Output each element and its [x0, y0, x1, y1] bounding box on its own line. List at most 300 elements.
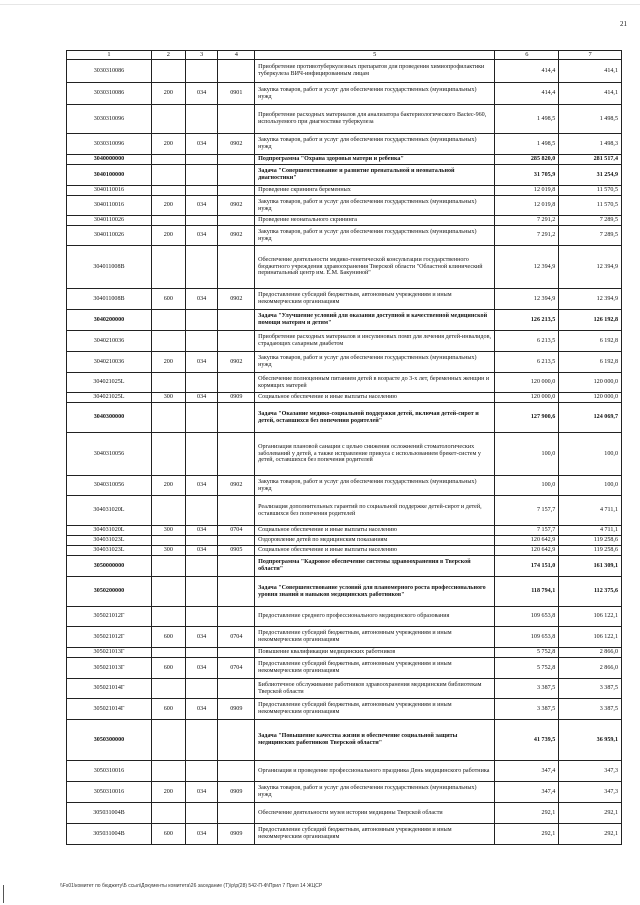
table-header-row [67, 51, 622, 60]
description-cell: Организация плановой санации с целью снижения осложнений стоматологических заболеваний у детей, а также исправление прикуса с использованием брекет-систем у детей, оставшихся без попечения родителей [255, 433, 495, 476]
vr-cell: 200 [151, 134, 185, 155]
description-cell: Приобретение противотуберкулезных препаратов для проведения химиопрофилактики туберкулеза ВИЧ-инфицированным лицам [255, 60, 495, 83]
section-cell [218, 165, 255, 186]
section-cell [218, 803, 255, 824]
section-cell: 0905 [218, 546, 255, 556]
section-cell: 0902 [218, 352, 255, 373]
plan-value-cell: 120 642,9 [495, 546, 559, 556]
header-col-6: 6 [495, 51, 559, 60]
table-row [67, 246, 622, 289]
ministry-cell: 034 [185, 196, 218, 216]
plan-value-cell: 414,4 [495, 60, 559, 83]
vr-cell [151, 373, 185, 393]
description-cell: Закупка товаров, работ и услуг для обеспечения государственных (муниципальных) нужд [255, 83, 495, 105]
actual-value-cell: 11 570,5 [559, 196, 622, 216]
ministry-cell [185, 433, 218, 476]
description-cell: Социальное обеспечение и иные выплаты населению [255, 526, 495, 536]
ministry-cell: 034 [185, 476, 218, 496]
plan-value-cell: 7 291,2 [495, 216, 559, 226]
description-cell: Обеспечение деятельности музея истории медицины Тверской области [255, 803, 495, 824]
vr-cell: 200 [151, 476, 185, 496]
table-row [67, 476, 622, 496]
actual-value-cell: 7 289,5 [559, 226, 622, 246]
ministry-cell: 034 [185, 352, 218, 373]
ministry-cell [185, 403, 218, 433]
table-row [67, 607, 622, 627]
code-cell: 3040000000 [67, 155, 152, 165]
section-cell: 0909 [218, 699, 255, 720]
plan-value-cell: 41 739,5 [495, 720, 559, 761]
ministry-cell [185, 246, 218, 289]
vr-cell: 200 [151, 352, 185, 373]
description-cell: Обеспечение деятельности медико-генетической консультации государственного бюджетного учреждения здравоохранения Тверской области "Областной клинический перинатальный центр им. Е.М. Бакуниной" [255, 246, 495, 289]
plan-value-cell: 12 019,8 [495, 186, 559, 196]
description-cell: Социальное обеспечение и иные выплаты населению [255, 393, 495, 403]
plan-value-cell: 292,1 [495, 803, 559, 824]
table-header [67, 51, 622, 60]
actual-value-cell: 347,3 [559, 782, 622, 803]
plan-value-cell: 347,4 [495, 761, 559, 782]
code-cell: 3040110016 [67, 196, 152, 216]
table-row [67, 496, 622, 526]
ministry-cell [185, 186, 218, 196]
section-cell [218, 216, 255, 226]
plan-value-cell: 109 653,8 [495, 627, 559, 648]
table-row [67, 433, 622, 476]
actual-value-cell: 1 498,3 [559, 134, 622, 155]
ministry-cell [185, 60, 218, 83]
code-cell: 304021025L [67, 373, 152, 393]
ministry-cell: 034 [185, 393, 218, 403]
table-row [67, 196, 622, 216]
vr-cell: 600 [151, 658, 185, 679]
ministry-cell [185, 536, 218, 546]
plan-value-cell: 120 000,0 [495, 393, 559, 403]
ministry-cell: 034 [185, 546, 218, 556]
section-cell [218, 556, 255, 577]
table-row [67, 720, 622, 761]
code-cell: 3040110016 [67, 186, 152, 196]
description-cell: Библиотечное обслуживание работников здравоохранения медицинским библиотекам Тверской области [255, 679, 495, 699]
section-cell [218, 105, 255, 134]
description-cell: Закупка товаров, работ и услуг для обеспечения государственных (муниципальных) нужд [255, 352, 495, 373]
code-cell: 305031004В [67, 803, 152, 824]
table-row [67, 679, 622, 699]
vr-cell: 200 [151, 196, 185, 216]
ministry-cell: 034 [185, 83, 218, 105]
description-cell: Закупка товаров, работ и услуг для обеспечения государственных (муниципальных) нужд [255, 196, 495, 216]
plan-value-cell: 126 213,5 [495, 310, 559, 331]
plan-value-cell: 5 752,8 [495, 658, 559, 679]
plan-value-cell: 120 000,0 [495, 373, 559, 393]
vr-cell [151, 496, 185, 526]
actual-value-cell: 3 387,5 [559, 679, 622, 699]
code-cell: 305031004В [67, 824, 152, 845]
actual-value-cell: 119 258,6 [559, 546, 622, 556]
code-cell: 3030310086 [67, 60, 152, 83]
ministry-cell [185, 373, 218, 393]
section-cell [218, 496, 255, 526]
table-row [67, 782, 622, 803]
plan-value-cell: 118 794,1 [495, 577, 559, 607]
vr-cell [151, 186, 185, 196]
description-cell: Задача "Оказание медико-социальной поддержки детей, включая детей-сирот и детей, оставшихся без попечения родителей" [255, 403, 495, 433]
table-row [67, 556, 622, 577]
vr-cell: 300 [151, 393, 185, 403]
plan-value-cell: 3 387,5 [495, 699, 559, 720]
table-row [67, 699, 622, 720]
table-row [67, 373, 622, 393]
code-cell: 304031020L [67, 526, 152, 536]
vr-cell: 300 [151, 526, 185, 536]
description-cell: Закупка товаров, работ и услуг для обеспечения государственных (муниципальных) нужд [255, 782, 495, 803]
code-cell: 3030310086 [67, 83, 152, 105]
description-cell: Закупка товаров, работ и услуг для обеспечения государственных (муниципальных) нужд [255, 476, 495, 496]
vr-cell [151, 679, 185, 699]
table-row [67, 60, 622, 83]
code-cell: 3040210036 [67, 331, 152, 352]
vr-cell: 200 [151, 226, 185, 246]
section-cell: 0704 [218, 658, 255, 679]
code-cell: 3040110026 [67, 216, 152, 226]
header-col-7: 7 [559, 51, 622, 60]
vr-cell: 300 [151, 546, 185, 556]
ministry-cell [185, 155, 218, 165]
header-col-2: 2 [151, 51, 185, 60]
ministry-cell [185, 216, 218, 226]
table-row [67, 658, 622, 679]
vr-cell: 600 [151, 824, 185, 845]
plan-value-cell: 120 642,9 [495, 536, 559, 546]
actual-value-cell: 281 517,4 [559, 155, 622, 165]
actual-value-cell: 106 122,1 [559, 607, 622, 627]
actual-value-cell: 120 000,0 [559, 393, 622, 403]
budget-table [66, 50, 622, 845]
code-cell: 3050000000 [67, 556, 152, 577]
table-row [67, 165, 622, 186]
actual-value-cell: 31 254,9 [559, 165, 622, 186]
section-cell: 0902 [218, 476, 255, 496]
plan-value-cell: 7 291,2 [495, 226, 559, 246]
code-cell: 3030310096 [67, 105, 152, 134]
section-cell [218, 403, 255, 433]
section-cell [218, 155, 255, 165]
table-row [67, 105, 622, 134]
table-row [67, 526, 622, 536]
vr-cell [151, 331, 185, 352]
description-cell: Проведение скрининга беременных [255, 186, 495, 196]
table-row [67, 546, 622, 556]
description-cell: Задача "Совершенствование и развитие пренатальной и неонатальной диагностики" [255, 165, 495, 186]
description-cell: Предоставление субсидий бюджетным, автономным учреждениям и иным некоммерческим организациям [255, 824, 495, 845]
plan-value-cell: 100,0 [495, 433, 559, 476]
table-body [67, 60, 622, 845]
actual-value-cell: 292,1 [559, 803, 622, 824]
ministry-cell: 034 [185, 782, 218, 803]
plan-value-cell: 6 213,5 [495, 352, 559, 373]
actual-value-cell: 120 000,0 [559, 373, 622, 393]
description-cell: Организация и проведение профессионального праздника День медицинского работника [255, 761, 495, 782]
section-cell [218, 310, 255, 331]
description-cell: Проведение неонатального скрининга [255, 216, 495, 226]
table-row [67, 331, 622, 352]
description-cell: Задача "Повышение качества жизни и обеспечение социальной защиты медицинских работников Тверской области" [255, 720, 495, 761]
code-cell: 305021014Г [67, 679, 152, 699]
description-cell: Подпрограмма "Охрана здоровья матери и ребенка" [255, 155, 495, 165]
description-cell: Предоставление среднего профессионального медицинского образования [255, 607, 495, 627]
ministry-cell [185, 679, 218, 699]
ministry-cell [185, 331, 218, 352]
code-cell: 3040310056 [67, 476, 152, 496]
ministry-cell: 034 [185, 658, 218, 679]
ministry-cell [185, 556, 218, 577]
section-cell: 0704 [218, 627, 255, 648]
vr-cell: 600 [151, 699, 185, 720]
table-row [67, 536, 622, 546]
section-cell: 0704 [218, 526, 255, 536]
plan-value-cell: 1 498,5 [495, 105, 559, 134]
actual-value-cell: 2 866,0 [559, 648, 622, 658]
vr-cell [151, 556, 185, 577]
section-cell: 0902 [218, 289, 255, 310]
table-row [67, 134, 622, 155]
ministry-cell [185, 310, 218, 331]
code-cell: 304031020L [67, 496, 152, 526]
code-cell: 3040100000 [67, 165, 152, 186]
ministry-cell [185, 803, 218, 824]
actual-value-cell: 161 309,1 [559, 556, 622, 577]
actual-value-cell: 12 394,9 [559, 246, 622, 289]
plan-value-cell: 127 900,6 [495, 403, 559, 433]
actual-value-cell: 4 711,1 [559, 526, 622, 536]
vr-cell [151, 577, 185, 607]
actual-value-cell: 36 959,1 [559, 720, 622, 761]
vr-cell [151, 60, 185, 83]
ministry-cell: 034 [185, 699, 218, 720]
table-row [67, 393, 622, 403]
vr-cell [151, 216, 185, 226]
actual-value-cell: 6 192,8 [559, 352, 622, 373]
table-row [67, 186, 622, 196]
section-cell [218, 373, 255, 393]
vr-cell [151, 155, 185, 165]
section-cell [218, 60, 255, 83]
section-cell: 0909 [218, 393, 255, 403]
ministry-cell [185, 761, 218, 782]
section-cell: 0902 [218, 196, 255, 216]
ministry-cell: 034 [185, 134, 218, 155]
plan-value-cell: 12 019,8 [495, 196, 559, 216]
code-cell: 305021012Г [67, 607, 152, 627]
code-cell: 305021014Г [67, 699, 152, 720]
vr-cell [151, 105, 185, 134]
description-cell: Приобретение расходных материалов для анализатора бактериологического Bactec-960, используемого при диагностике туберкулеза [255, 105, 495, 134]
actual-value-cell: 1 498,5 [559, 105, 622, 134]
table-row [67, 155, 622, 165]
vr-cell [151, 720, 185, 761]
table-row [67, 824, 622, 845]
scan-artifact-line [0, 4, 640, 5]
actual-value-cell: 112 375,6 [559, 577, 622, 607]
ministry-cell [185, 720, 218, 761]
plan-value-cell: 1 498,5 [495, 134, 559, 155]
vr-cell [151, 803, 185, 824]
description-cell: Реализация дополнительных гарантий по социальной поддержке детей-сирот и детей, оставшихся без попечения родителей [255, 496, 495, 526]
table-row [67, 627, 622, 648]
code-cell: 3050300000 [67, 720, 152, 761]
code-cell: 3050310016 [67, 761, 152, 782]
plan-value-cell: 414,4 [495, 83, 559, 105]
vr-cell [151, 648, 185, 658]
ministry-cell [185, 648, 218, 658]
description-cell: Предоставление субсидий бюджетным, автономным учреждениям и иным некоммерческим организациям [255, 699, 495, 720]
description-cell: Оздоровление детей по медицинским показаниям [255, 536, 495, 546]
ministry-cell [185, 607, 218, 627]
code-cell: 304011008В [67, 246, 152, 289]
vr-cell: 600 [151, 627, 185, 648]
plan-value-cell: 7 157,7 [495, 526, 559, 536]
section-cell: 0901 [218, 83, 255, 105]
table-row [67, 577, 622, 607]
code-cell: 3030310096 [67, 134, 152, 155]
table-row [67, 226, 622, 246]
header-col-3: 3 [185, 51, 218, 60]
section-cell [218, 648, 255, 658]
plan-value-cell: 100,0 [495, 476, 559, 496]
description-cell: Обеспечение полноценным питанием детей в возрасте до 3-х лет, беременных женщин и кормящих матерей [255, 373, 495, 393]
actual-value-cell: 414,1 [559, 83, 622, 105]
actual-value-cell: 2 866,0 [559, 658, 622, 679]
plan-value-cell: 6 213,5 [495, 331, 559, 352]
plan-value-cell: 12 394,9 [495, 246, 559, 289]
actual-value-cell: 4 711,1 [559, 496, 622, 526]
plan-value-cell: 5 752,8 [495, 648, 559, 658]
description-cell: Приобретение расходных материалов и инсулиновых помп для лечения детей-инвалидов, страдающих сахарным диабетом [255, 331, 495, 352]
actual-value-cell: 414,1 [559, 60, 622, 83]
actual-value-cell: 6 192,8 [559, 331, 622, 352]
description-cell: Предоставление субсидий бюджетным, автономным учреждениям и иным некоммерческим организациям [255, 627, 495, 648]
table-row [67, 310, 622, 331]
plan-value-cell: 109 653,8 [495, 607, 559, 627]
ministry-cell: 034 [185, 824, 218, 845]
plan-value-cell: 292,1 [495, 824, 559, 845]
code-cell: 3040200000 [67, 310, 152, 331]
vr-cell: 200 [151, 782, 185, 803]
actual-value-cell: 11 570,5 [559, 186, 622, 196]
code-cell: 304031023L [67, 546, 152, 556]
ministry-cell [185, 577, 218, 607]
actual-value-cell: 347,3 [559, 761, 622, 782]
vr-cell [151, 433, 185, 476]
section-cell: 0909 [218, 782, 255, 803]
actual-value-cell: 12 394,9 [559, 289, 622, 310]
ministry-cell [185, 165, 218, 186]
ministry-cell: 034 [185, 226, 218, 246]
table-row [67, 403, 622, 433]
vr-cell [151, 761, 185, 782]
actual-value-cell: 100,0 [559, 433, 622, 476]
code-cell: 3050310016 [67, 782, 152, 803]
table-row [67, 803, 622, 824]
description-cell: Закупка товаров, работ и услуг для обеспечения государственных (муниципальных) нужд [255, 134, 495, 155]
description-cell: Предоставление субсидий бюджетным, автономным учреждениям и иным некоммерческим организациям [255, 658, 495, 679]
code-cell: 305021012Г [67, 627, 152, 648]
code-cell: 305021013Г [67, 658, 152, 679]
plan-value-cell: 12 394,9 [495, 289, 559, 310]
description-cell: Закупка товаров, работ и услуг для обеспечения государственных (муниципальных) нужд [255, 226, 495, 246]
actual-value-cell: 3 387,5 [559, 699, 622, 720]
table-row [67, 648, 622, 658]
section-cell: 0909 [218, 824, 255, 845]
actual-value-cell: 126 192,8 [559, 310, 622, 331]
plan-value-cell: 285 820,0 [495, 155, 559, 165]
actual-value-cell: 124 069,7 [559, 403, 622, 433]
plan-value-cell: 7 157,7 [495, 496, 559, 526]
vr-cell [151, 536, 185, 546]
code-cell: 3040300000 [67, 403, 152, 433]
vr-cell [151, 165, 185, 186]
ministry-cell: 034 [185, 289, 218, 310]
section-cell [218, 607, 255, 627]
code-cell: 3040110026 [67, 226, 152, 246]
section-cell [218, 186, 255, 196]
table-row [67, 83, 622, 105]
vr-cell [151, 310, 185, 331]
description-cell: Задача "Совершенствование условий для планомерного роста профессионального уровня знаний и навыков медицинских работников" [255, 577, 495, 607]
code-cell: 3050200000 [67, 577, 152, 607]
description-cell: Задача "Улучшение условий для оказания доступной и качественной медицинской помощи матерям и детям" [255, 310, 495, 331]
ministry-cell: 034 [185, 526, 218, 536]
actual-value-cell: 7 289,5 [559, 216, 622, 226]
footer-file-path: \\Fs01\комитет по бюджету\Б ссыл\Документы комитета\26 заседание (Т)\р\р(28) 542-П-Ф\Прил 7 Прил 14 ЖЦСР [60, 883, 323, 889]
ministry-cell [185, 105, 218, 134]
header-col-4: 4 [218, 51, 255, 60]
table-row [67, 216, 622, 226]
table-row [67, 761, 622, 782]
vr-cell [151, 246, 185, 289]
description-cell: Подпрограмма "Кадровое обеспечение системы здравоохранения в Тверской области" [255, 556, 495, 577]
code-cell: 3040310056 [67, 433, 152, 476]
vr-cell [151, 607, 185, 627]
section-cell [218, 433, 255, 476]
header-col-5: 5 [255, 51, 495, 60]
code-cell: 304011008В [67, 289, 152, 310]
section-cell [218, 536, 255, 546]
plan-value-cell: 347,4 [495, 782, 559, 803]
vr-cell [151, 403, 185, 433]
vr-cell: 600 [151, 289, 185, 310]
description-cell: Социальное обеспечение и иные выплаты населению [255, 546, 495, 556]
actual-value-cell: 292,1 [559, 824, 622, 845]
section-cell [218, 246, 255, 289]
page-number: 21 [620, 20, 627, 28]
scan-edge-mark [3, 885, 4, 903]
section-cell: 0902 [218, 226, 255, 246]
description-cell: Предоставление субсидий бюджетным, автономным учреждениям и иным некоммерческим организациям [255, 289, 495, 310]
code-cell: 304031023L [67, 536, 152, 546]
ministry-cell: 034 [185, 627, 218, 648]
actual-value-cell: 119 258,6 [559, 536, 622, 546]
table-row [67, 289, 622, 310]
header-col-1: 1 [67, 51, 152, 60]
section-cell [218, 679, 255, 699]
plan-value-cell: 3 387,5 [495, 679, 559, 699]
actual-value-cell: 100,0 [559, 476, 622, 496]
section-cell: 0902 [218, 134, 255, 155]
description-cell: Повышение квалификации медицинских работников [255, 648, 495, 658]
code-cell: 3040210036 [67, 352, 152, 373]
ministry-cell [185, 496, 218, 526]
